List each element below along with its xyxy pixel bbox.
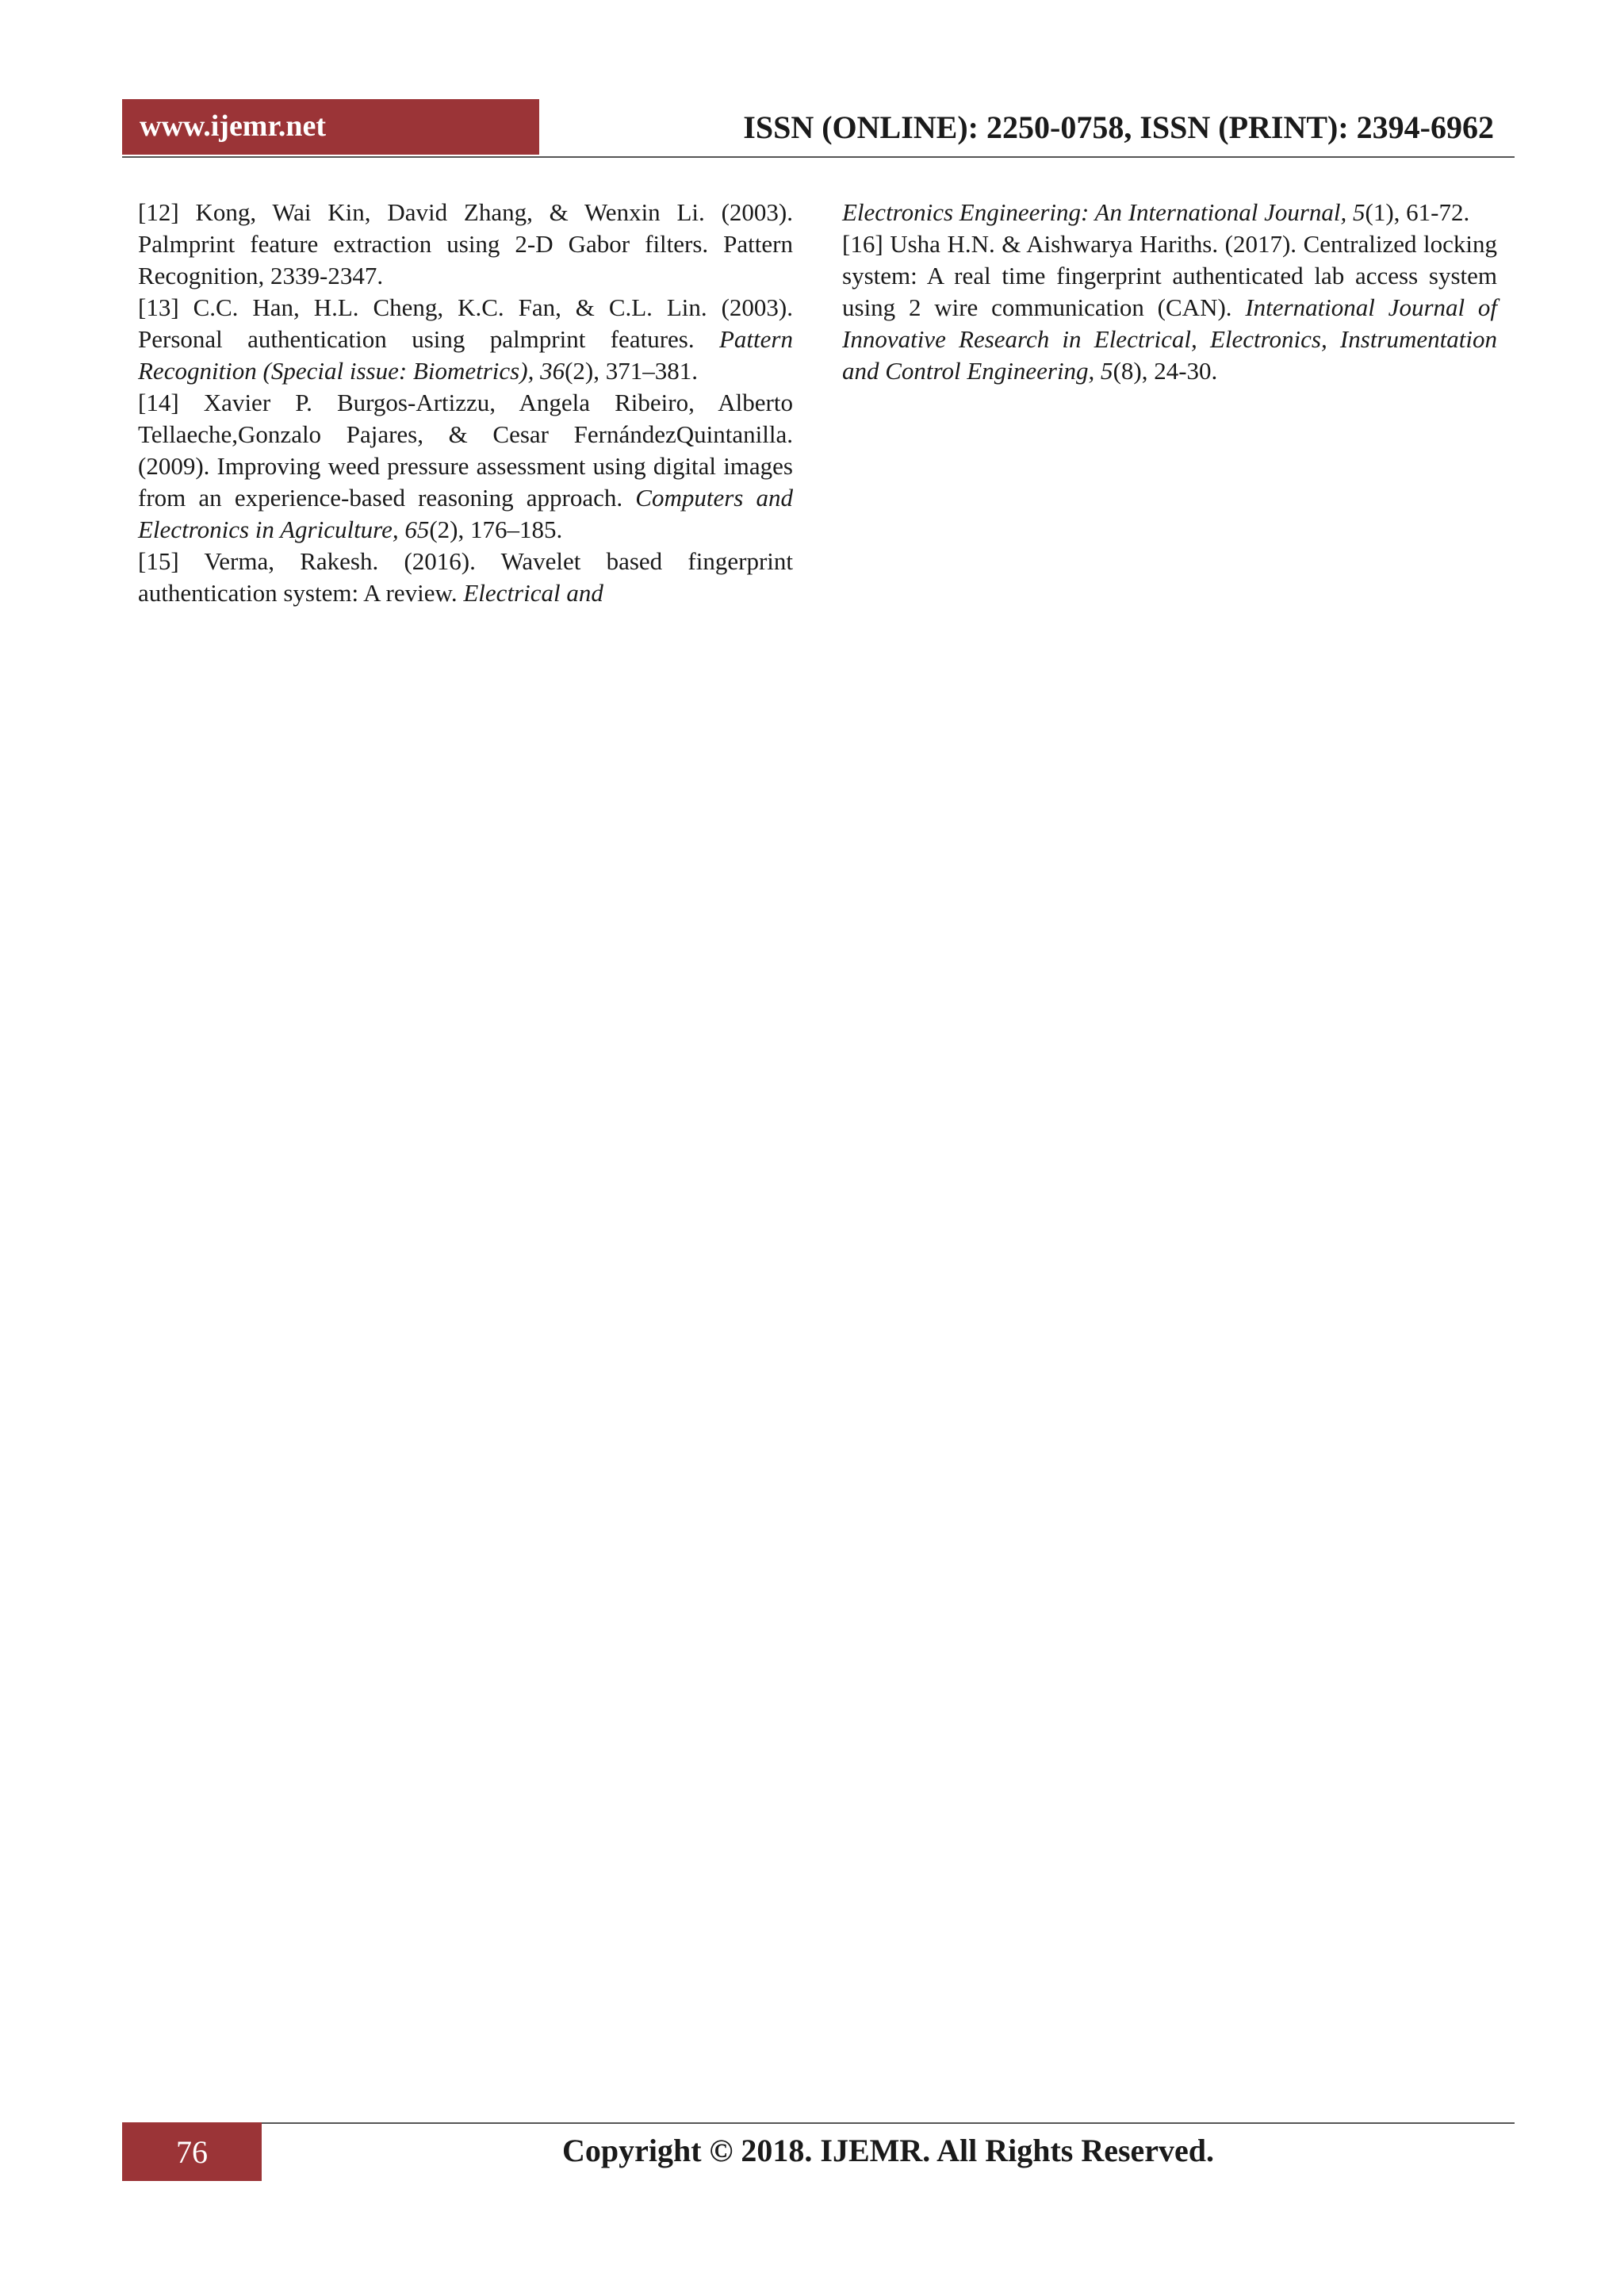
issn-line: ISSN (ONLINE): 2250-0758, ISSN (PRINT): 2394-6962	[743, 109, 1494, 145]
references-right-column	[842, 197, 1497, 387]
reference-entry: [12] Kong, Wai Kin, David Zhang, & Wenxin Li. (2003). Palmprint feature extraction using 2-D Gabor filters. Pattern Recognition, 2339-2347.	[138, 198, 793, 289]
copyright-notice: Copyright © 2018. IJEMR. All Rights Reserved.	[561, 2133, 1215, 2168]
reference-entry: [15] Verma, Rakesh. (2016). Wavelet based fingerprint authentication system: A review. Electrical and	[138, 547, 793, 607]
reference-entry: [16] Usha H.N. & Aishwarya Hariths. (2017). Centralized locking system: A real time fingerprint authenticated lab access system using 2 wire communication (CAN). International Journal of Innovative Research in Electrical, Electronics, Instrumentation and Control Engineering, 5(8), 24-30.	[842, 230, 1497, 385]
reference-entry: [14] Xavier P. Burgos-Artizzu, Angela Ribeiro, Alberto Tellaeche,Gonzalo Pajares, & Cesar FernándezQuintanilla. (2009). Improving weed pressure assessment using digital images from an experience-based reasoning approach. Computers and Electronics in Agriculture, 65(2), 176–185.	[138, 389, 793, 543]
footer-divider	[262, 2122, 1515, 2124]
references-left-column	[138, 197, 793, 609]
reference-entry: [13] C.C. Han, H.L. Cheng, K.C. Fan, & C.L. Lin. (2003). Personal authentication using palmprint features. Pattern Recognition (Special issue: Biometrics), 36(2), 371–381.	[138, 293, 793, 385]
header-divider	[122, 156, 1515, 158]
journal-website[interactable]: www.ijemr.net	[140, 109, 326, 143]
reference-entry: Electronics Engineering: An International Journal, 5(1), 61-72.	[842, 198, 1470, 226]
page-number: 76	[176, 2133, 208, 2170]
